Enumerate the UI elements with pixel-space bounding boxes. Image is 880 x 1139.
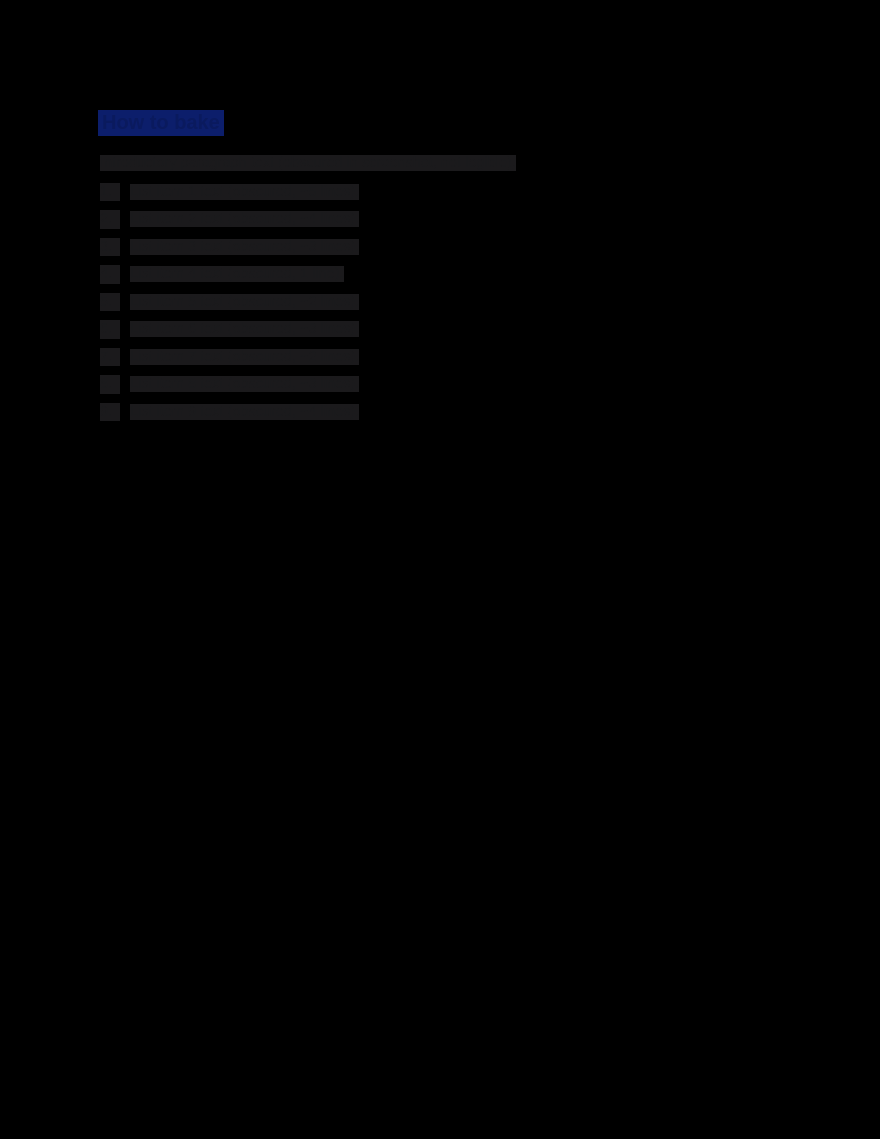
intro-text: Introductory paragraph text (obscured in screenshot, not legible).	[100, 155, 516, 171]
list-item	[100, 238, 740, 257]
list-item-text: List item 4 text (obscured, 1 line).	[130, 266, 344, 282]
list-item	[100, 403, 740, 422]
document-page	[100, 110, 740, 430]
list-number: 7.	[100, 348, 120, 367]
list-item	[100, 210, 740, 229]
page-title: How to bake	[98, 110, 224, 136]
list-item	[100, 183, 740, 202]
list-item-text: List item 7 text (obscured, ~2 lines).	[130, 348, 360, 365]
list-item-text: List item 8 text (obscured, ~3 lines).	[130, 376, 360, 392]
list-item-text: List item 3 text (obscured, ~3 lines).	[130, 238, 360, 255]
list-item-text: List item 2 text (obscured, ~4 lines).	[130, 211, 360, 227]
list-item	[100, 348, 740, 367]
steps-list	[100, 183, 740, 422]
list-number: 4.	[100, 265, 120, 284]
list-number: 6.	[100, 320, 120, 339]
intro-paragraph	[100, 154, 740, 173]
list-item	[100, 375, 740, 394]
list-number: 1.	[100, 183, 120, 202]
list-item-text: List item 1 text (obscured, ~5 lines).	[130, 183, 360, 200]
list-item-text: List item 6 text (obscured, ~3 lines).	[130, 321, 360, 337]
list-number: 3.	[100, 238, 120, 257]
list-number: 9.	[100, 403, 120, 422]
list-item	[100, 265, 740, 284]
list-item-text: List item 9 text (obscured, ~4 lines).	[130, 403, 360, 420]
list-item	[100, 320, 740, 339]
list-item-text: List item 5 text (obscured, ~2 lines).	[130, 293, 360, 310]
list-number: 5.	[100, 293, 120, 312]
list-number: 8.	[100, 375, 120, 394]
list-number: 2.	[100, 210, 120, 229]
list-item	[100, 293, 740, 312]
